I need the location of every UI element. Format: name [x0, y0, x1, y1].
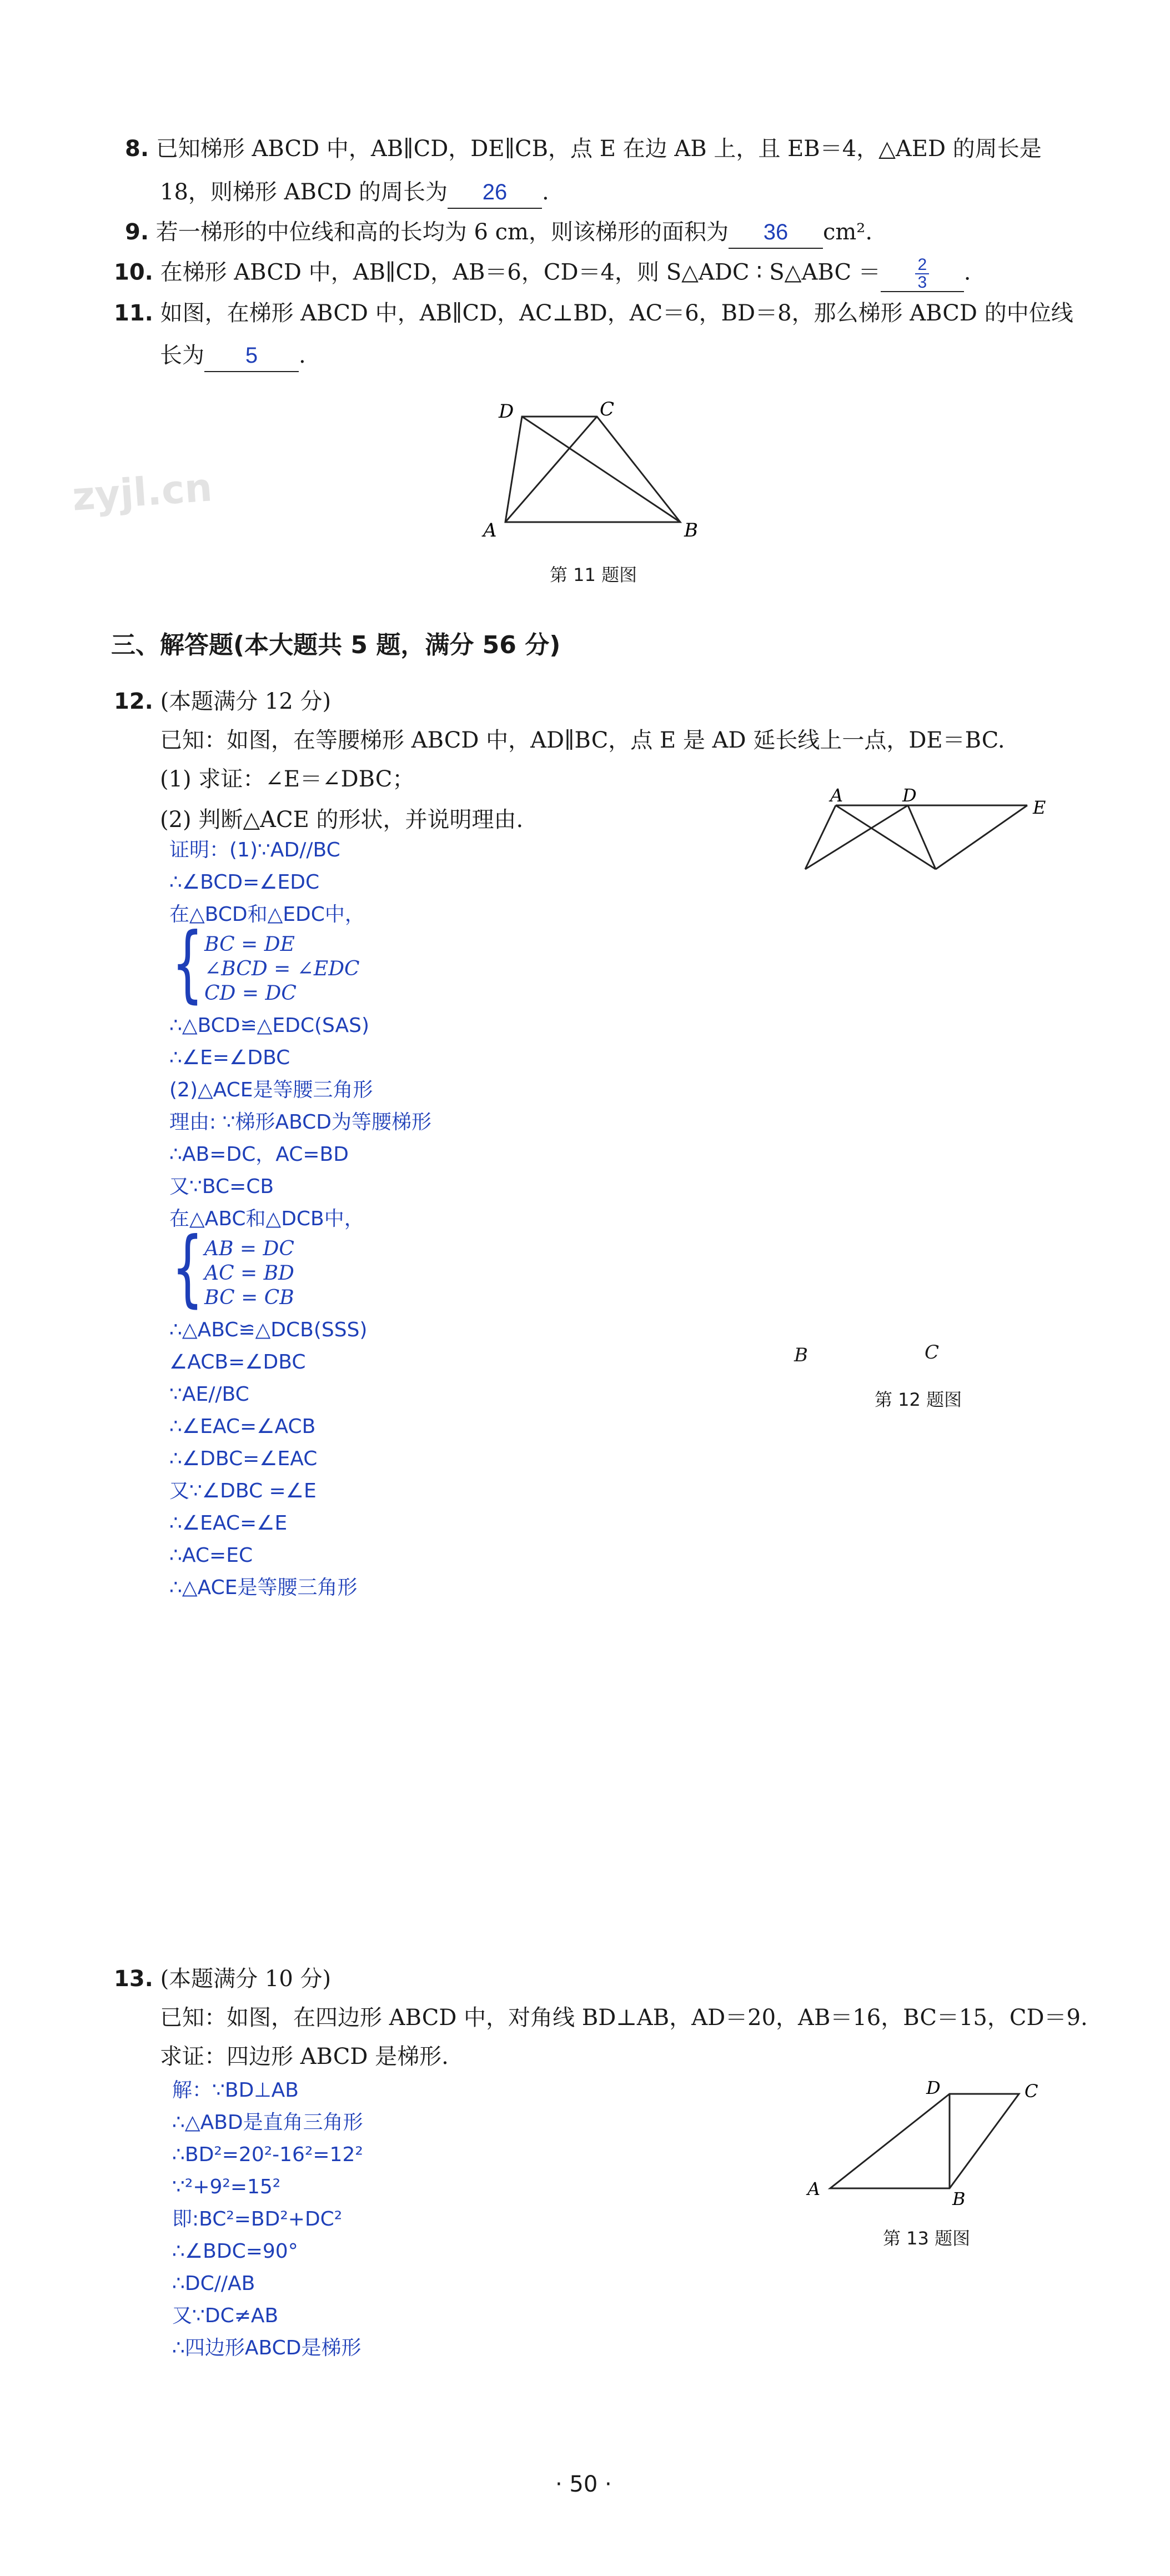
q13-answer-line-3: ∴BD²=20²-16²=12² [172, 2143, 363, 2166]
q13-answer-line-8: 又∵DC≠AB [172, 2304, 279, 2327]
q11-number: 11. [114, 300, 153, 326]
q13-label-b: B [952, 2188, 966, 2209]
q13-quadrilateral [830, 2094, 1019, 2188]
q12-answer-line-11: ∴AB=DC，AC=BD [169, 1143, 349, 1166]
q12-answer-line-5: ∠BCD = ∠EDC [204, 958, 360, 980]
q12-given: 已知：如图，在等腰梯形 ABCD 中，AD∥BC，点 E 是 AD 延长线上一点，DE＝BC. [160, 728, 1005, 753]
q13-figure-caption: 第 13 题图 [883, 2228, 971, 2249]
q9-answer-blank: 36 [729, 217, 823, 249]
q10-number: 10. [114, 259, 153, 285]
q12-answer-line-23: ∴∠EAC=∠E [169, 1512, 288, 1535]
q12-answer-line-6: CD = DC [204, 982, 297, 1005]
q9-text: 若一梯形的中位线和高的长均为 6 cm，则该梯形的面积为 [155, 219, 729, 245]
section3-title: 三、解答题(本大题共 5 题，满分 56 分) [111, 631, 561, 659]
q12-answer-line-12: 又∵BC=CB [169, 1175, 274, 1198]
q12-answer-line-21: ∴∠DBC=∠EAC [169, 1447, 318, 1470]
q12-label-d: D [902, 786, 917, 806]
q13-label-a: A [807, 2178, 821, 2199]
q11-text-line2: 长为 [160, 343, 204, 368]
q8-text-line2: 18，则梯形 ABCD 的周长为 [160, 179, 448, 205]
q12-part1: (1) 求证：∠E＝∠DBC； [160, 766, 415, 792]
q13-given: 已知：如图，在四边形 ABCD 中，对角线 BD⊥AB，AD＝20，AB＝16，BC＝15，CD＝9. [160, 2005, 1088, 2031]
q10-answer-numerator: 2 [915, 257, 929, 274]
q13-answer-line-1: 解：∵BD⊥AB [172, 2079, 299, 2102]
q12-brace-2: { [172, 1220, 204, 1316]
q13-answer-line-6: ∴∠BDC=90° [172, 2240, 298, 2263]
q13-number: 13. [114, 1966, 153, 1992]
q12-figure-caption: 第 12 题图 [875, 1389, 962, 1410]
q11-diagonal-bd [522, 417, 680, 522]
q12-answer-line-16: BC = CB [204, 1286, 294, 1309]
q11-trapezoid [505, 417, 680, 522]
q13-prove: 求证：四边形 ABCD 是梯形. [160, 2044, 449, 2069]
q8-number: 8. [125, 136, 149, 162]
q11-text-line1: 如图，在梯形 ABCD 中，AB∥CD，AC⊥BD，AC＝6，BD＝8，那么梯形 ABCD 的中位线 [160, 300, 1073, 326]
q13-label-c: C [1025, 2081, 1038, 2102]
q12-label-b-bottom: B [794, 1344, 808, 1366]
q13-answer-line-4: ∵²+9²=15² [172, 2176, 281, 2198]
q12-answer-line-9: (2)△ACE是等腰三角形 [169, 1079, 373, 1101]
q9-line: 9. 若一梯形的中位线和高的长均为 6 cm，则该梯形的面积为 36 cm². [125, 217, 872, 249]
q13-answer-line-9: ∴四边形ABCD是梯形 [172, 2337, 361, 2359]
q12-label-c-bottom: C [925, 1341, 940, 1364]
q13-answer-line-5: 即:BC²=BD²+DC² [172, 2208, 343, 2231]
page-number: · 50 · [555, 2472, 612, 2497]
q12-answer-line-7: ∴△BCD≌△EDC(SAS) [169, 1014, 370, 1037]
q12-answer-line-18: ∠ACB=∠DBC [169, 1351, 306, 1374]
q12-score: (本题满分 12 分) [160, 689, 332, 714]
q13-header [114, 1963, 331, 1994]
q12-line-ce [936, 805, 1027, 869]
q12-answer-line-4: BC = DE [204, 933, 295, 956]
q9-number: 9. [125, 219, 149, 245]
q12-answer-line-14: AB = DC [204, 1237, 294, 1260]
q8-line1 [125, 133, 1042, 164]
q11-figure-caption: 第 11 题图 [550, 564, 637, 585]
q11-label-c: C [600, 398, 615, 420]
q12-figure [800, 786, 1055, 880]
q11-line1 [114, 298, 1073, 329]
q13-figure [800, 2077, 1066, 2211]
q12-answer-line-22: 又∵∠DBC =∠E [169, 1480, 317, 1502]
q11-label-b: B [684, 519, 698, 542]
q12-label-a: A [830, 786, 843, 806]
q11-answer-blank: 5 [204, 340, 299, 372]
q13-answer-line-2: ∴△ABD是直角三角形 [172, 2111, 363, 2134]
q12-answer-line-13: 在△ABC和△DCB中， [169, 1207, 364, 1230]
q11-line2: 长为 5 . [160, 340, 306, 372]
q11-label-a: A [483, 519, 497, 542]
q12-answer-line-10: 理由: ∵梯形ABCD为等腰梯形 [169, 1111, 432, 1134]
q11-figure [478, 394, 711, 544]
q12-label-e: E [1033, 797, 1046, 818]
q12-answer-line-2: ∴∠BCD=∠EDC [169, 871, 320, 894]
q12-answer-line-24: ∴AC=EC [169, 1544, 253, 1567]
q13-answer-line-7: ∴DC//AB [172, 2272, 255, 2295]
q12-answer-line-17: ∴△ABC≌△DCB(SSS) [169, 1319, 368, 1341]
q11-label-d: D [499, 400, 514, 423]
q10-text: 在梯形 ABCD 中，AB∥CD，AB＝6，CD＝4，则 S△ADC ∶ S△ABC ＝ [160, 259, 881, 285]
q12-part2: (2) 判断△ACE 的形状，并说明理由. [160, 807, 524, 833]
q8-line2: 18，则梯形 ABCD 的周长为 26 . [160, 177, 549, 209]
q12-answer-line-1: 证明：(1)∵AD//BC [169, 839, 340, 861]
q12-answer-line-3: 在△BCD和△EDC中， [169, 903, 365, 926]
q12-answer-line-25: ∴△ACE是等腰三角形 [169, 1576, 358, 1599]
q13-score: (本题满分 10 分) [160, 1966, 332, 1992]
watermark: zyjl.cn [71, 464, 214, 520]
q12-brace-1: { [172, 915, 204, 1012]
q12-line-ac [836, 805, 936, 869]
q8-answer-blank: 26 [448, 177, 542, 209]
q10-line: 10. 在梯形 ABCD 中，AB∥CD，AB＝6，CD＝4，则 S△ADC ∶ S△ABC ＝ $\frac{2}{3}$ . [114, 255, 971, 292]
q10-answer-denominator: 3 [917, 273, 927, 292]
q12-number: 12. [114, 689, 153, 714]
q12-answer-line-20: ∴∠EAC=∠ACB [169, 1415, 316, 1438]
q12-answer-line-15: AC = BD [204, 1262, 294, 1285]
q8-text-line1: 已知梯形 ABCD 中，AB∥CD，DE∥CB，点 E 在边 AB 上，且 EB＝4，△AED 的周长是 [155, 136, 1042, 162]
q12-header [114, 686, 331, 717]
q12-answer-line-19: ∵AE//BC [169, 1383, 249, 1406]
q10-answer-blank [881, 257, 964, 292]
q12-answer-line-8: ∴∠E=∠DBC [169, 1046, 290, 1069]
q13-label-d: D [926, 2077, 941, 2098]
